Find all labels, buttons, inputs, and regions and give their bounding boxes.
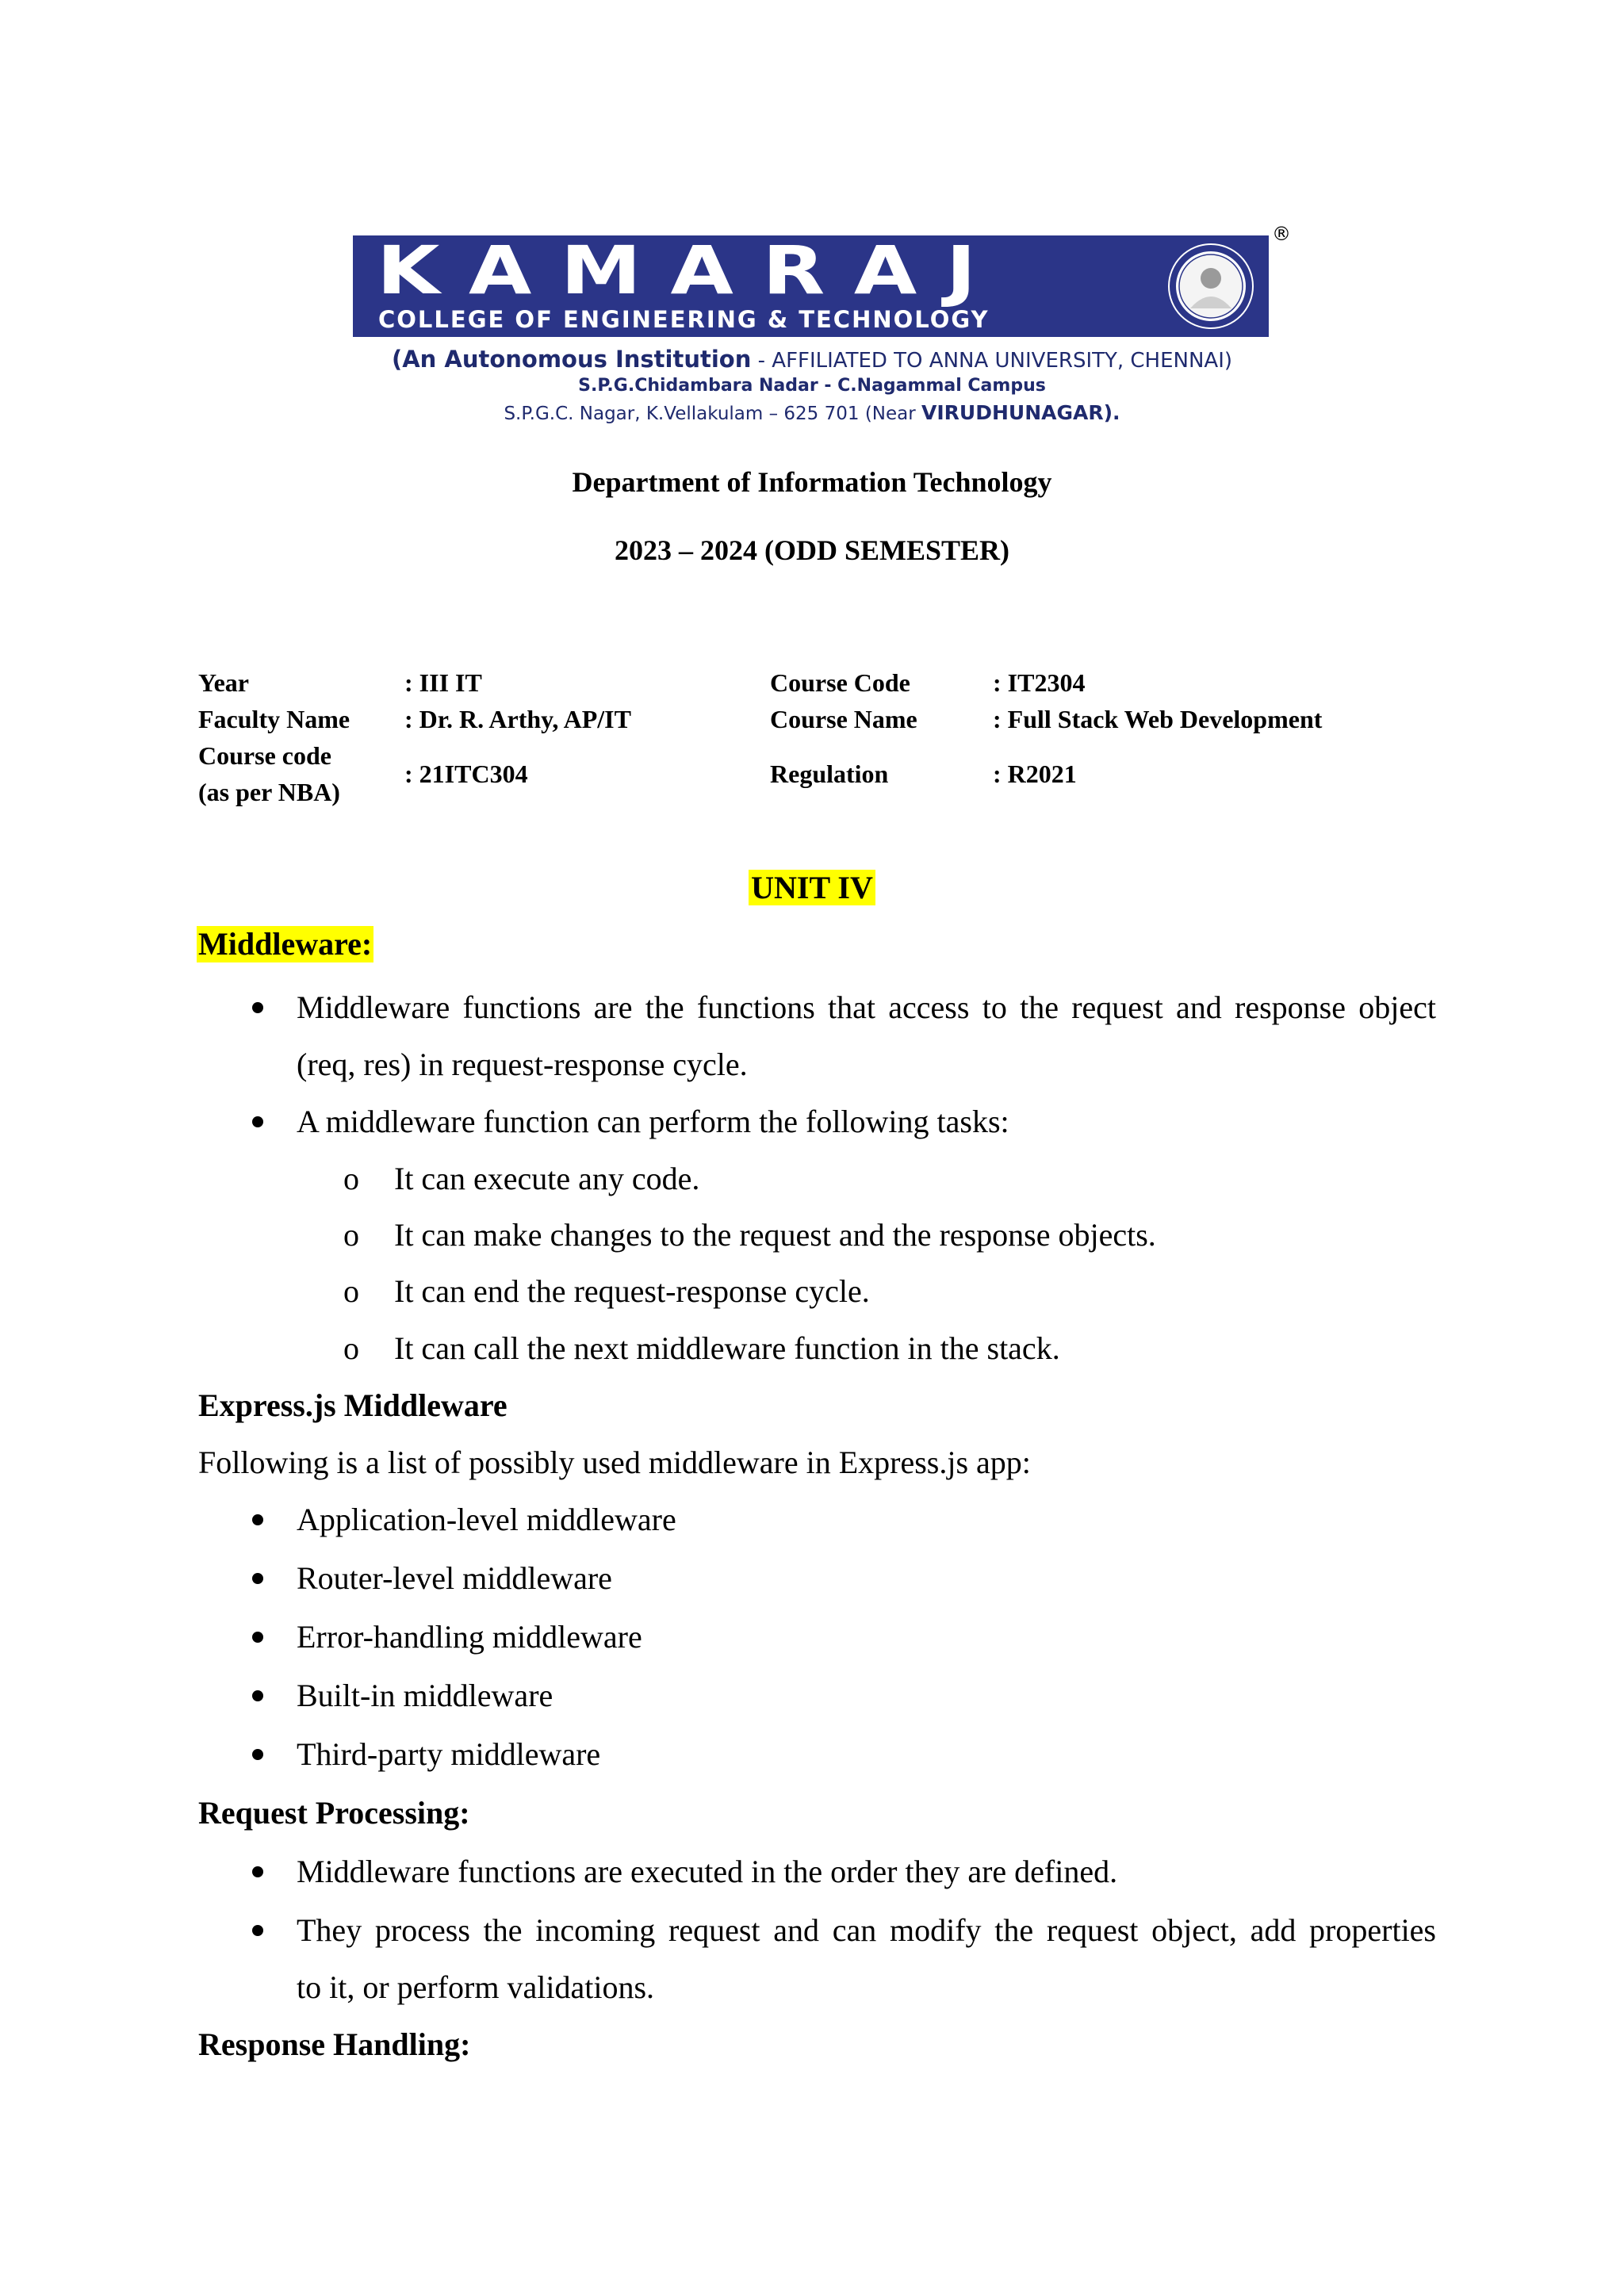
registered-mark: ® (1272, 223, 1291, 245)
sub-bullet-marker: o (343, 1161, 359, 1196)
middleware-bullet-2: A middleware function can perform the following tasks: (297, 1104, 1009, 1139)
course-code-value: : IT2304 (993, 668, 1086, 697)
logo-address (0, 401, 1624, 424)
bullet-icon (252, 1866, 263, 1877)
request-processing-heading: Request Processing: (198, 1795, 470, 1831)
bullet-icon (252, 1632, 263, 1643)
express-type-1: Application-level middleware (297, 1502, 676, 1537)
middleware-task-2: It can make changes to the request and the response objects. (394, 1217, 1156, 1253)
course-name-value: : Full Stack Web Development (993, 705, 1323, 733)
middleware-task-3: It can end the request-response cycle. (394, 1273, 870, 1309)
bullet-icon (252, 1002, 263, 1013)
faculty-value: : Dr. R. Arthy, AP/IT (404, 705, 631, 733)
bullet-icon (252, 1925, 263, 1936)
college-logo (353, 232, 1269, 337)
regulation-value: : R2021 (993, 760, 1077, 788)
logo-address-rest: S.P.G.C. Nagar, K.Vellakulam – 625 701 (Near (504, 404, 922, 424)
request-processing-bullet-1: Middleware functions are executed in the order they are defined. (297, 1854, 1118, 1889)
course-code-label: Course Code (770, 668, 910, 697)
bullet-icon (252, 1116, 263, 1127)
express-type-4: Built-in middleware (297, 1678, 553, 1713)
year-label: Year (198, 668, 249, 697)
course-name-label: Course Name (770, 705, 917, 733)
course-code-nba-value: : 21ITC304 (404, 760, 528, 788)
unit-heading (0, 869, 1624, 907)
logo-autonomous: (An Autonomous Institution (391, 346, 752, 373)
middleware-bullet-1-line-2: (req, res) in request-response cycle. (297, 1047, 748, 1082)
middleware-task-4: It can call the next middleware function in the stack. (394, 1330, 1060, 1366)
bullet-icon (252, 1514, 263, 1525)
express-intro: Following is a list of possibly used middleware in Express.js app: (198, 1445, 1031, 1480)
faculty-label: Faculty Name (198, 705, 350, 733)
express-type-2: Router-level middleware (297, 1560, 612, 1596)
semester-title: 2023 – 2024 (ODD SEMESTER) (614, 534, 1010, 566)
middleware-bullet-1-line-1: Middleware functions are the functions that access to the request and response object (297, 989, 1436, 1025)
logo-affiliation-rest: - AFFILIATED TO ANNA UNIVERSITY, CHENNAI) (751, 349, 1233, 373)
logo-subtitle: COLLEGE OF ENGINEERING & TECHNOLOGY (378, 306, 990, 333)
request-processing-bullet-2-line-2: to it, or perform validations. (297, 1969, 655, 2005)
sub-bullet-marker: o (343, 1273, 359, 1309)
middleware-task-1: It can execute any code. (394, 1161, 700, 1196)
course-code-nba-label-1: Course code (198, 741, 331, 770)
bullet-icon (252, 1749, 263, 1760)
bullet-icon (252, 1573, 263, 1584)
request-processing-bullet-2-line-1: They process the incoming request and can modify the request object, add properties (297, 1912, 1436, 1948)
express-type-3: Error-handling middleware (297, 1619, 642, 1655)
department-title: Department of Information Technology (572, 466, 1052, 498)
logo-affiliation (0, 346, 1624, 373)
logo-name: KAMARAJ (377, 232, 1005, 309)
sub-bullet-marker: o (343, 1330, 359, 1366)
bullet-icon (252, 1690, 263, 1701)
college-emblem-icon (1166, 242, 1255, 331)
middleware-heading: Middleware: (198, 926, 373, 962)
unit-title: UNIT IV (749, 870, 875, 905)
express-type-5: Third-party middleware (297, 1736, 601, 1772)
year-value: : III IT (404, 668, 482, 697)
response-handling-heading: Response Handling: (198, 2026, 471, 2062)
course-code-nba-label-2: (as per NBA) (198, 778, 340, 806)
sub-bullet-marker: o (343, 1217, 359, 1253)
express-heading: Express.js Middleware (198, 1387, 508, 1423)
logo-city: VIRUDHUNAGAR). (921, 401, 1120, 424)
regulation-label: Regulation (770, 760, 889, 788)
logo-campus: S.P.G.Chidambara Nadar - C.Nagammal Campus (578, 376, 1046, 396)
